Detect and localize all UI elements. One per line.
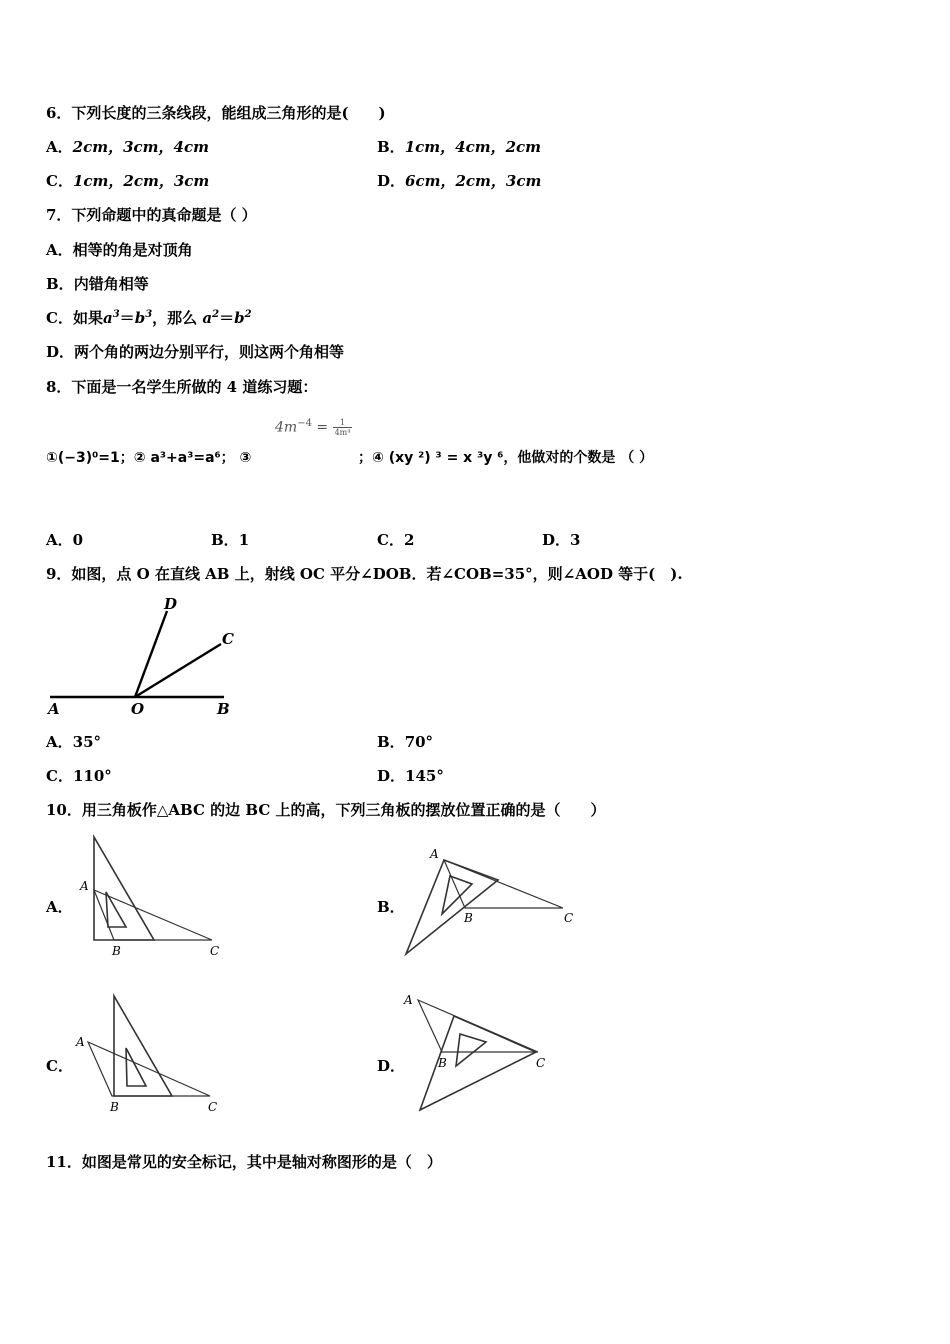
option-text: 0 (72, 531, 84, 549)
math-expression: $a^3$ (102, 309, 120, 327)
option-label: C． (377, 531, 404, 549)
label-b: B (217, 700, 230, 718)
vertex-c: C (208, 1100, 218, 1114)
q9-option-b (377, 732, 433, 752)
label-c: C (222, 630, 234, 648)
set-square-inner (106, 892, 126, 927)
q6-option-a (46, 137, 209, 157)
q7-option-d (46, 342, 344, 362)
option-label: C． (46, 309, 73, 327)
triangle-abc (444, 860, 563, 908)
option-text: 2 (403, 531, 415, 549)
set-square-inner (456, 1034, 486, 1066)
q9-option-c (46, 766, 112, 786)
q9-angle-figure (44, 594, 244, 720)
option-text: 1cm，2cm，3cm (72, 172, 210, 190)
ray-od (135, 611, 167, 697)
option-label: D． (542, 531, 571, 549)
q8-option-d (542, 530, 580, 550)
option-text: 2cm，3cm，4cm (72, 138, 209, 156)
option-text: 内错角相等 (73, 275, 149, 293)
q7-option-b (46, 274, 149, 294)
option-label: D． (377, 172, 406, 190)
q10-option-a-label: A． (46, 898, 73, 916)
option-text: 70° (404, 733, 434, 751)
formula-exp: −4 (297, 417, 312, 429)
option-label: A． (46, 138, 73, 156)
triangle-abc (88, 1042, 210, 1096)
q9-option-d (377, 766, 444, 786)
option-label: A． (46, 733, 73, 751)
formula-eq: = (316, 419, 329, 436)
option-text: 1cm，4cm，2cm (404, 138, 542, 156)
vertex-b: B (110, 1100, 119, 1114)
set-square (406, 860, 498, 954)
q10-option-d-label: D． (377, 1057, 406, 1075)
q10-figure-a (76, 832, 236, 962)
option-text: 35° (72, 733, 102, 751)
vertex-a: A (430, 847, 439, 861)
q10-option-b-label: B． (377, 898, 405, 916)
option-label: D． (377, 767, 406, 785)
vertex-c: C (564, 911, 574, 925)
label-d: D (164, 595, 178, 613)
vertex-a: A (404, 993, 413, 1007)
option-text-pre: 如果 (72, 309, 103, 327)
q9-stem: 9．如图，点 O 在直线 AB 上，射线 OC 平分∠DOB．若∠COB=35°，则∠AOD 等于( ). (46, 565, 683, 583)
q8-items-part2: ；④ (xy ²) ³ = x ³y ⁶，他做对的个数是 （ ） (358, 450, 654, 466)
option-text: 1 (238, 531, 250, 549)
q6-option-c (46, 171, 209, 191)
vertex-b: B (464, 911, 473, 925)
option-text: 3 (570, 531, 581, 549)
vertex-c: C (536, 1056, 546, 1070)
option-text: 145° (405, 767, 444, 785)
option-label: A． (46, 241, 73, 259)
q6-option-d (377, 171, 541, 191)
formula-numerator: 1 (333, 418, 353, 428)
q8-stem: 8．下面是一名学生所做的 4 道练习题： (46, 378, 318, 396)
option-label: A． (46, 531, 73, 549)
option-text: 两个角的两边分别平行，则这两个角相等 (74, 343, 345, 361)
formula-lhs: 4m (275, 419, 298, 436)
q9-option-a (46, 732, 101, 752)
option-text: 110° (72, 767, 112, 785)
q10-stem: 10．用三角板作△ABC 的边 BC 上的高，下列三角板的摆放位置正确的是（ ） (46, 801, 606, 819)
option-label: B． (377, 138, 405, 156)
option-label: B． (211, 531, 239, 549)
q7-stem: 7．下列命题中的真命题是（ ） (46, 206, 257, 224)
option-label: B． (46, 275, 74, 293)
vertex-a: A (80, 879, 89, 893)
formula-denominator: 4m⁴ (334, 428, 351, 437)
option-label: C． (46, 172, 73, 190)
option-label: D． (46, 343, 75, 361)
q8-option-a (46, 530, 83, 550)
label-a: A (48, 700, 60, 718)
q6-stem: 6．下列长度的三条线段，能组成三角形的是( ) (46, 104, 386, 122)
vertex-b: B (438, 1056, 447, 1070)
q10-figure-d (400, 990, 570, 1115)
q8-items-part1: ①(−3)⁰=1；② a³+a³=a⁶； ③ (46, 450, 252, 466)
option-label: C． (46, 767, 73, 785)
label-o: O (131, 700, 145, 718)
option-text: 相等的角是对顶角 (72, 241, 193, 259)
q7-option-c: C．如果$a^3=b^3$，那么 $a^2=b^2$ (46, 309, 252, 327)
q7-option-a (46, 240, 193, 260)
q10-figure-c (72, 990, 242, 1120)
vertex-a: A (76, 1035, 85, 1049)
q10-figure-b (400, 842, 590, 962)
q8-option-c (377, 530, 414, 550)
triangle-abc (418, 1000, 538, 1052)
q10-option-c-label: C． (46, 1057, 73, 1075)
vertex-c: C (210, 944, 220, 958)
q8-option-b (211, 530, 249, 550)
ray-oc (135, 644, 221, 697)
option-text: 6cm，2cm，3cm (405, 172, 542, 190)
option-label: B． (377, 733, 405, 751)
vertex-b: B (112, 944, 121, 958)
q6-option-b (377, 137, 541, 157)
triangle-abc (94, 890, 212, 940)
q11-stem: 11．如图是常见的安全标记，其中是轴对称图形的是（ ） (46, 1153, 442, 1171)
q8-formula (275, 418, 352, 437)
option-text-mid: ，那么 (152, 309, 198, 327)
